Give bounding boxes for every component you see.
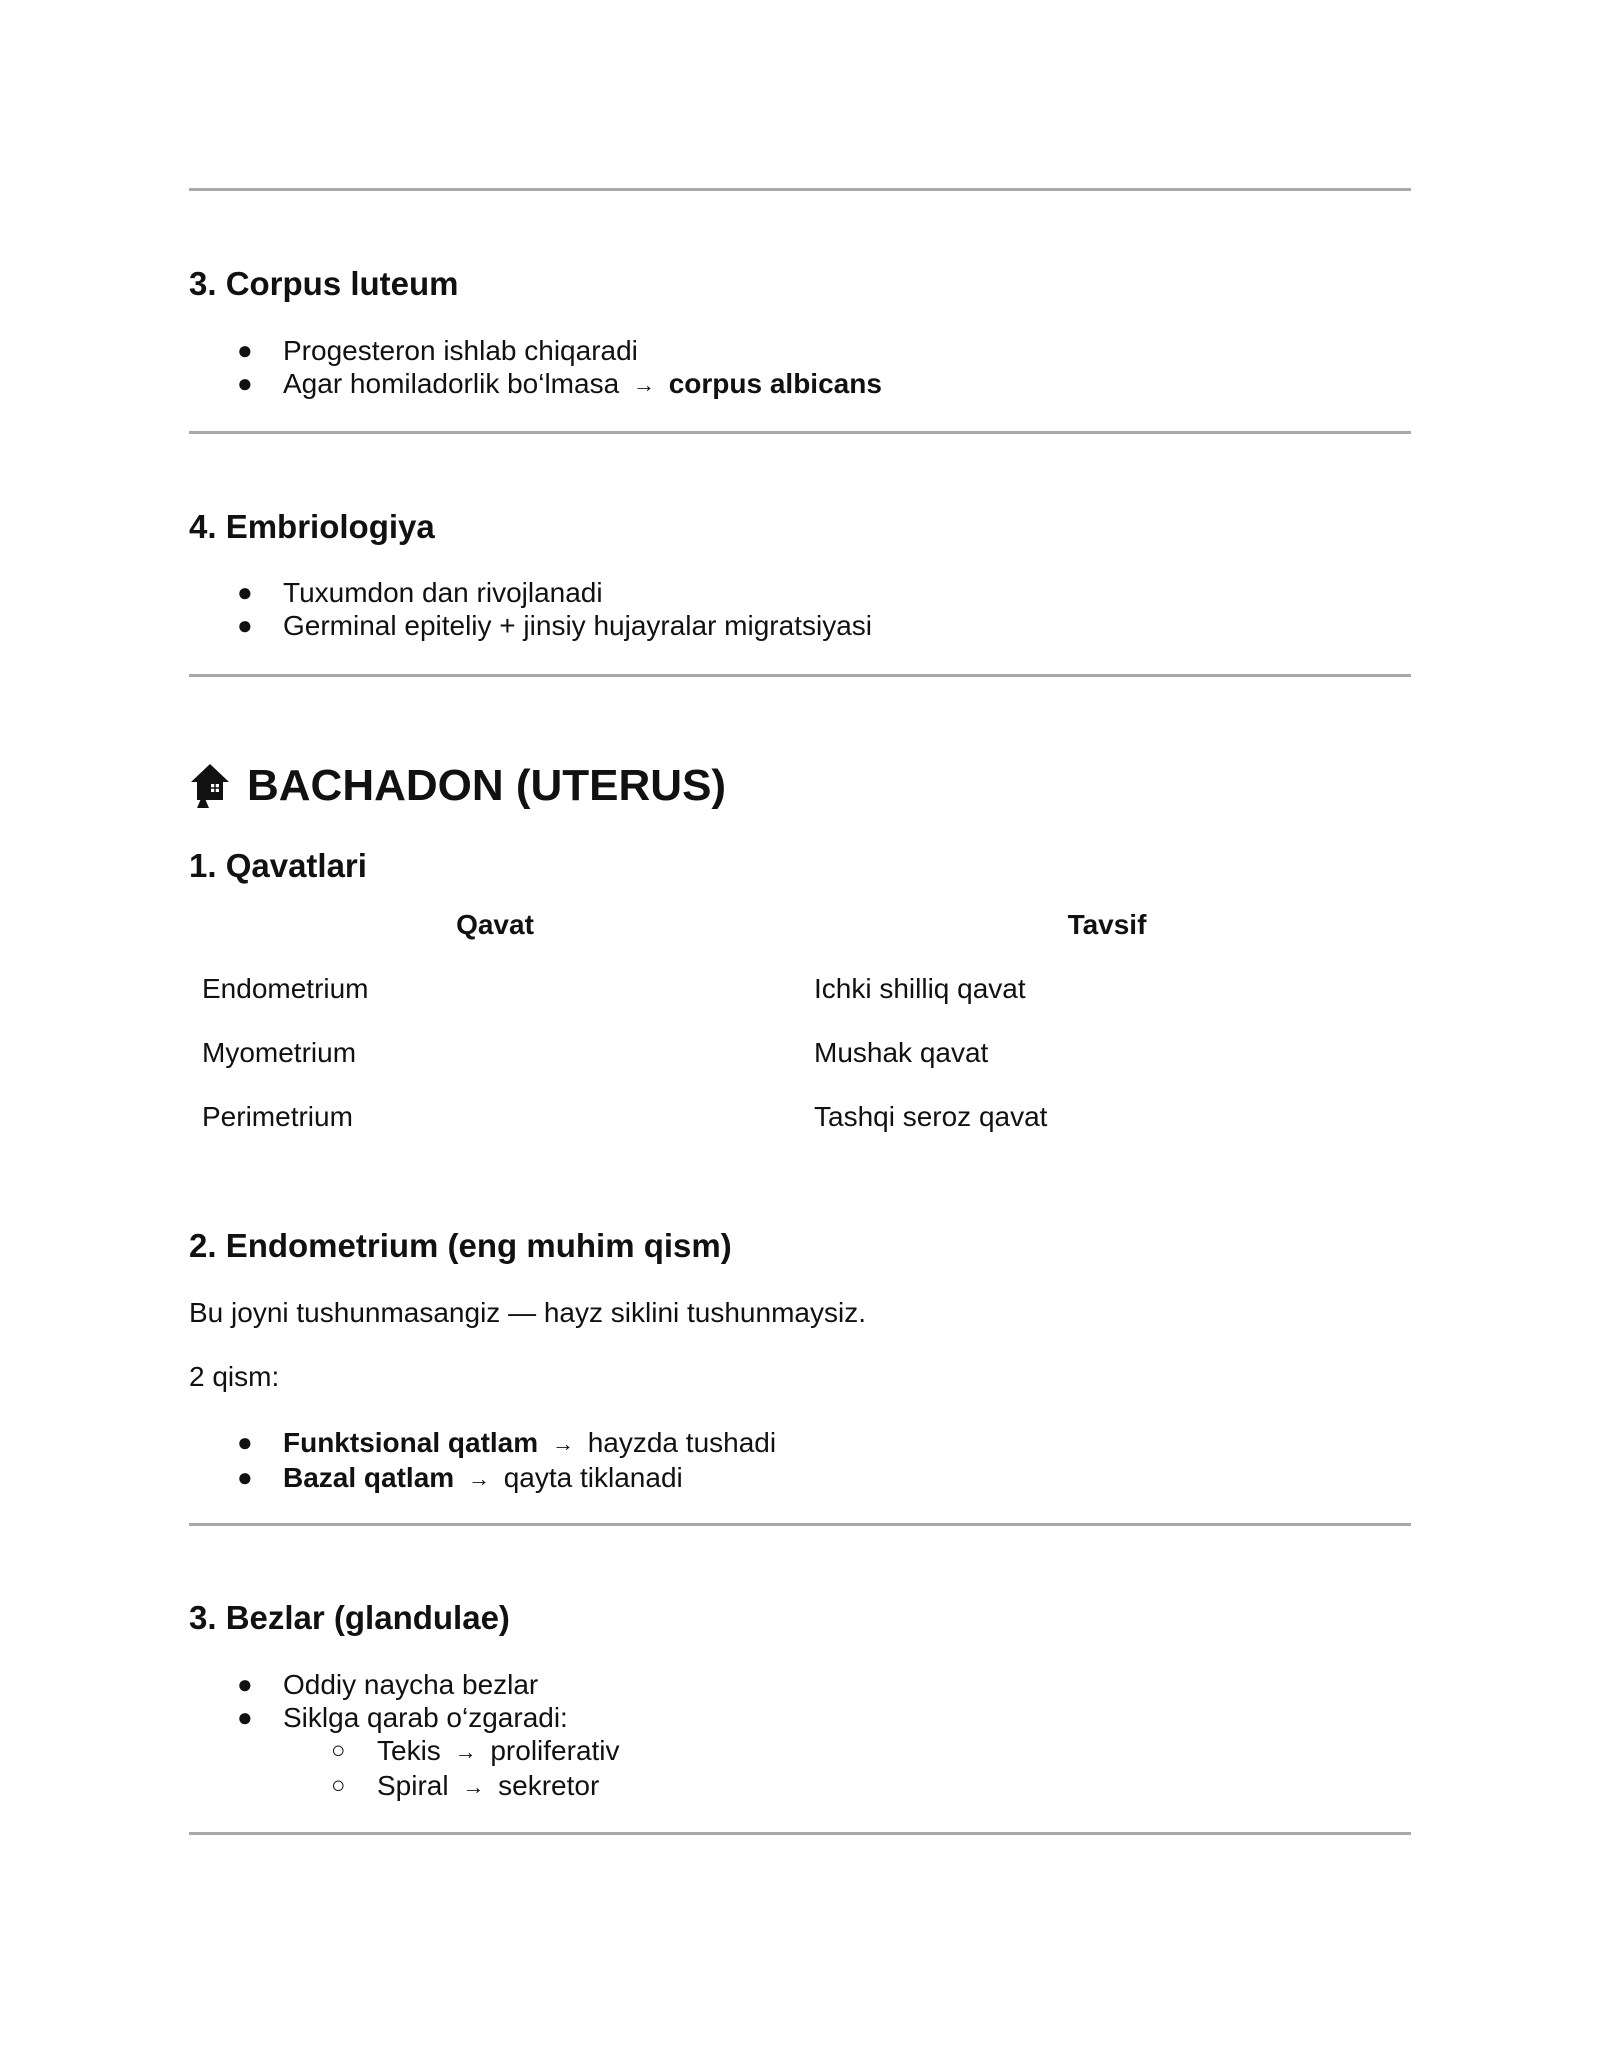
arrow-icon: →	[467, 1466, 490, 1491]
list-item: ● Tuxumdon dan rivojlanadi	[237, 577, 603, 608]
sub-list-item: ○ Spiral → sekretor	[331, 1770, 600, 1801]
arrow-icon: →	[462, 1774, 485, 1799]
list-item: ● Oddiy naycha bezlar	[237, 1669, 539, 1700]
page-title-uterus: BACHADON (UTERUS)	[189, 760, 726, 812]
section-heading-embriologiya: 4. Embriologiya	[189, 508, 435, 545]
horizontal-rule	[189, 674, 1411, 677]
bullet-icon: ●	[237, 1462, 253, 1492]
circle-bullet-icon: ○	[331, 1737, 346, 1764]
arrow-icon: →	[454, 1739, 477, 1764]
corpus-luteum-list	[237, 334, 882, 402]
table-cell: Myometrium	[202, 1037, 357, 1068]
house-icon	[189, 762, 231, 810]
bullet-icon: ●	[237, 368, 253, 398]
section-heading-qavatlari: 1. Qavatlari	[189, 847, 367, 884]
bullet-icon: ●	[237, 1702, 253, 1732]
list-item: ● Agar homiladorlik bo‘lmasa → corpus albicans	[237, 368, 882, 399]
bezlar-list	[237, 1668, 620, 1804]
table-header-qavat: Qavat	[456, 909, 534, 940]
section-heading-endometrium: 2. Endometrium (eng muhim qism)	[189, 1227, 732, 1264]
table-header-tavsif: Tavsif	[1067, 909, 1147, 940]
table-cell: Perimetrium	[202, 1101, 353, 1132]
horizontal-rule	[189, 1832, 1411, 1835]
horizontal-rule	[189, 1523, 1411, 1526]
table-cell: Tashqi seroz qavat	[814, 1101, 1048, 1132]
section-heading-corpus-luteum: 3. Corpus luteum	[189, 265, 459, 302]
list-item: ● Progesteron ishlab chiqaradi	[237, 335, 638, 366]
table-cell: Ichki shilliq qavat	[814, 973, 1026, 1004]
bullet-icon: ●	[237, 1427, 253, 1457]
bullet-icon: ●	[237, 610, 253, 640]
table-cell: Endometrium	[202, 973, 369, 1004]
list-item: ● Germinal epiteliy + jinsiy hujayralar migratsiyasi	[237, 610, 872, 641]
list-item: ● Funktsional qatlam → hayzda tushadi	[237, 1427, 777, 1458]
paragraph-intro: 2 qism:	[189, 1361, 280, 1392]
bullet-icon: ●	[237, 1669, 253, 1699]
section-heading-bezlar: 3. Bezlar (glandulae)	[189, 1599, 510, 1636]
arrow-icon: →	[551, 1431, 574, 1456]
endometrium-list	[237, 1426, 776, 1496]
arrow-icon: →	[632, 372, 655, 397]
horizontal-rule	[189, 188, 1411, 191]
paragraph-note: Bu joyni tushunmasangiz — hayz siklini tushunmaysiz.	[189, 1297, 866, 1328]
table-cell: Mushak qavat	[814, 1037, 989, 1068]
sub-list-item: ○ Tekis → proliferativ	[331, 1735, 620, 1766]
horizontal-rule	[189, 431, 1411, 434]
bullet-icon: ●	[237, 335, 253, 365]
bullet-icon: ●	[237, 577, 253, 607]
circle-bullet-icon: ○	[331, 1772, 346, 1799]
list-item: ● Bazal qatlam → qayta tiklanadi	[237, 1462, 683, 1493]
list-item: ● Siklga qarab o‘zgaradi:	[237, 1702, 568, 1733]
embriologiya-list	[237, 576, 872, 642]
